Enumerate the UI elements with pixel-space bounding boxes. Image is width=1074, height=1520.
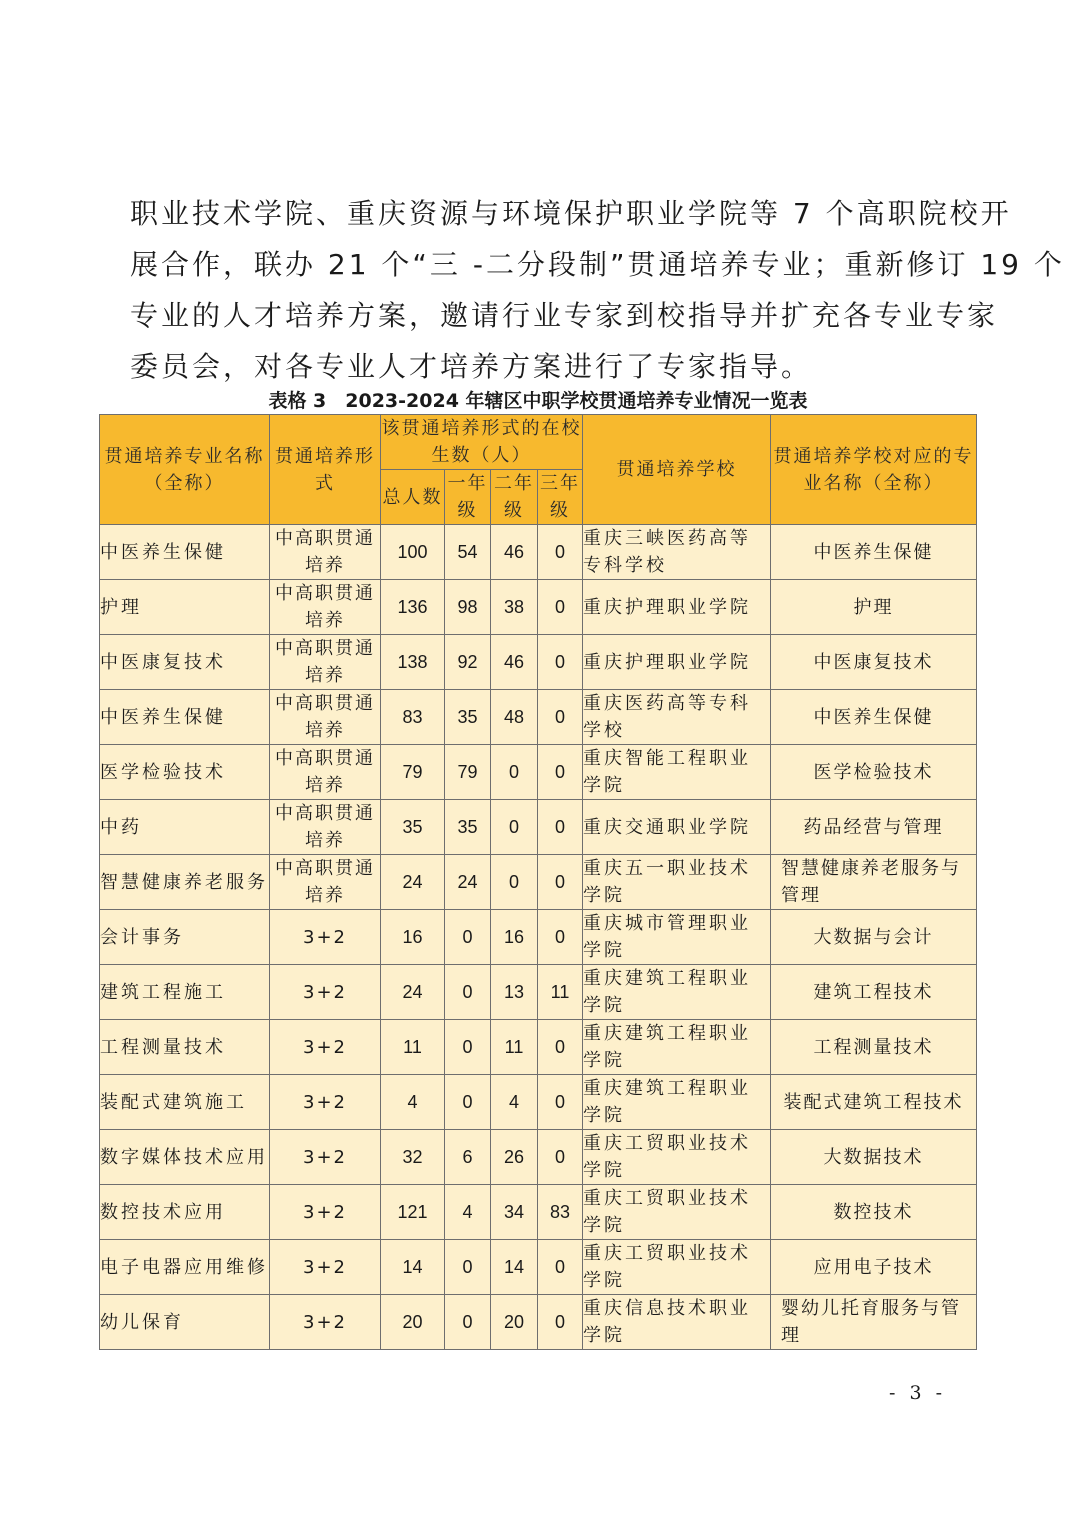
- grade3-cell: 11: [538, 965, 583, 1020]
- grade2-cell: 0: [491, 855, 538, 910]
- target-major-cell: 大数据与会计: [771, 910, 977, 965]
- total-cell: 35: [381, 800, 445, 855]
- grade1-cell: 0: [445, 965, 491, 1020]
- grade2-cell: 13: [491, 965, 538, 1020]
- form-cell: 中高职贯通培养: [270, 745, 381, 800]
- school-cell: 重庆城市管理职业学院: [583, 910, 771, 965]
- grade2-cell: 38: [491, 580, 538, 635]
- grade3-cell: 0: [538, 1130, 583, 1185]
- header-form: 贯通培养形式: [270, 415, 381, 525]
- school-cell: 重庆护理职业学院: [583, 635, 771, 690]
- table-row: [100, 1295, 977, 1350]
- table-row: [100, 690, 977, 745]
- target-major-cell: 数控技术: [771, 1185, 977, 1240]
- grade2-cell: 0: [491, 800, 538, 855]
- target-major-cell: 智慧健康养老服务与管理: [771, 855, 977, 910]
- major-cell: 装配式建筑施工: [100, 1075, 270, 1130]
- paragraph-line: 专业的人才培养方案，邀请行业专家到校指导并扩充各专业专家: [130, 299, 999, 332]
- total-cell: 16: [381, 910, 445, 965]
- total-cell: 11: [381, 1020, 445, 1075]
- form-cell: 3+2: [270, 1185, 381, 1240]
- header-grade3: 三年级: [538, 470, 583, 525]
- form-cell: 中高职贯通培养: [270, 580, 381, 635]
- target-major-cell: 医学检验技术: [771, 745, 977, 800]
- form-cell: 3+2: [270, 1295, 381, 1350]
- school-cell: 重庆交通职业学院: [583, 800, 771, 855]
- table-body: [100, 525, 977, 1350]
- grade3-cell: 0: [538, 1295, 583, 1350]
- target-major-cell: 药品经营与管理: [771, 800, 977, 855]
- total-cell: 83: [381, 690, 445, 745]
- target-major-cell: 大数据技术: [771, 1130, 977, 1185]
- header-grade1: 一年级: [445, 470, 491, 525]
- grade3-cell: 0: [538, 800, 583, 855]
- total-cell: 138: [381, 635, 445, 690]
- grade2-cell: 11: [491, 1020, 538, 1075]
- grade2-cell: 0: [491, 745, 538, 800]
- major-cell: 数控技术应用: [100, 1185, 270, 1240]
- table-caption: 表格 3 2023-2024 年辖区中职学校贯通培养专业情况一览表: [268, 390, 808, 412]
- grade1-cell: 35: [445, 800, 491, 855]
- table-row: [100, 1185, 977, 1240]
- school-cell: 重庆工贸职业技术学院: [583, 1240, 771, 1295]
- table-row: [100, 1130, 977, 1185]
- major-cell: 数字媒体技术应用: [100, 1130, 270, 1185]
- table-row: [100, 525, 977, 580]
- grade2-cell: 4: [491, 1075, 538, 1130]
- grade1-cell: 24: [445, 855, 491, 910]
- header-students: 该贯通培养形式的在校生数（人）: [381, 415, 583, 470]
- major-cell: 护理: [100, 580, 270, 635]
- form-cell: 3+2: [270, 1075, 381, 1130]
- total-cell: 20: [381, 1295, 445, 1350]
- form-cell: 中高职贯通培养: [270, 800, 381, 855]
- table-row: [100, 965, 977, 1020]
- school-cell: 重庆工贸职业技术学院: [583, 1185, 771, 1240]
- major-cell: 医学检验技术: [100, 745, 270, 800]
- school-cell: 重庆工贸职业技术学院: [583, 1130, 771, 1185]
- table-row: [100, 910, 977, 965]
- grade3-cell: 0: [538, 1075, 583, 1130]
- grade3-cell: 0: [538, 1240, 583, 1295]
- form-cell: 3+2: [270, 1020, 381, 1075]
- paragraph-line: 职业技术学院、重庆资源与环境保护职业学院等 7 个高职院校开: [130, 197, 1012, 230]
- grade1-cell: 35: [445, 690, 491, 745]
- header-major: 贯通培养专业名称（全称）: [100, 415, 270, 525]
- total-cell: 14: [381, 1240, 445, 1295]
- major-cell: 电子电器应用维修: [100, 1240, 270, 1295]
- body-paragraph: [130, 188, 1065, 392]
- form-cell: 中高职贯通培养: [270, 525, 381, 580]
- grade3-cell: 0: [538, 635, 583, 690]
- school-cell: 重庆五一职业技术学院: [583, 855, 771, 910]
- major-cell: 会计事务: [100, 910, 270, 965]
- grade3-cell: 0: [538, 1020, 583, 1075]
- major-cell: 智慧健康养老服务: [100, 855, 270, 910]
- total-cell: 79: [381, 745, 445, 800]
- grade3-cell: 0: [538, 525, 583, 580]
- paragraph-line: 展合作，联办 21 个“三 -二分段制”贯通培养专业；重新修订 19 个: [130, 248, 1065, 281]
- form-cell: 3+2: [270, 965, 381, 1020]
- major-cell: 中医养生保健: [100, 525, 270, 580]
- form-cell: 3+2: [270, 1130, 381, 1185]
- table-row: [100, 580, 977, 635]
- target-major-cell: 护理: [771, 580, 977, 635]
- target-major-cell: 中医养生保健: [771, 525, 977, 580]
- program-table: [99, 414, 977, 1350]
- grade1-cell: 0: [445, 910, 491, 965]
- school-cell: 重庆医药高等专科学校: [583, 690, 771, 745]
- total-cell: 136: [381, 580, 445, 635]
- grade1-cell: 98: [445, 580, 491, 635]
- grade3-cell: 0: [538, 580, 583, 635]
- grade2-cell: 46: [491, 525, 538, 580]
- table-row: [100, 855, 977, 910]
- form-cell: 中高职贯通培养: [270, 855, 381, 910]
- grade2-cell: 16: [491, 910, 538, 965]
- school-cell: 重庆建筑工程职业学院: [583, 1075, 771, 1130]
- grade3-cell: 0: [538, 745, 583, 800]
- table-row: [100, 1240, 977, 1295]
- grade2-cell: 26: [491, 1130, 538, 1185]
- total-cell: 4: [381, 1075, 445, 1130]
- major-cell: 中药: [100, 800, 270, 855]
- grade1-cell: 0: [445, 1075, 491, 1130]
- table-row: [100, 635, 977, 690]
- form-cell: 中高职贯通培养: [270, 635, 381, 690]
- grade2-cell: 48: [491, 690, 538, 745]
- target-major-cell: 中医养生保健: [771, 690, 977, 745]
- school-cell: 重庆建筑工程职业学院: [583, 965, 771, 1020]
- school-cell: 重庆三峡医药高等专科学校: [583, 525, 771, 580]
- grade2-cell: 46: [491, 635, 538, 690]
- target-major-cell: 工程测量技术: [771, 1020, 977, 1075]
- form-cell: 3+2: [270, 910, 381, 965]
- header-grade2: 二年级: [491, 470, 538, 525]
- grade3-cell: 0: [538, 910, 583, 965]
- major-cell: 工程测量技术: [100, 1020, 270, 1075]
- table-row: [100, 745, 977, 800]
- major-cell: 中医康复技术: [100, 635, 270, 690]
- total-cell: 100: [381, 525, 445, 580]
- major-cell: 幼儿保育: [100, 1295, 270, 1350]
- total-cell: 24: [381, 965, 445, 1020]
- header-school: 贯通培养学校: [583, 415, 771, 525]
- major-cell: 中医养生保健: [100, 690, 270, 745]
- table-row: [100, 800, 977, 855]
- paragraph-line: 委员会，对各专业人才培养方案进行了专家指导。: [130, 350, 813, 383]
- grade1-cell: 4: [445, 1185, 491, 1240]
- target-major-cell: 建筑工程技术: [771, 965, 977, 1020]
- grade1-cell: 79: [445, 745, 491, 800]
- major-cell: 建筑工程施工: [100, 965, 270, 1020]
- school-cell: 重庆智能工程职业学院: [583, 745, 771, 800]
- header-total: 总人数: [381, 470, 445, 525]
- grade1-cell: 0: [445, 1240, 491, 1295]
- school-cell: 重庆护理职业学院: [583, 580, 771, 635]
- total-cell: 121: [381, 1185, 445, 1240]
- school-cell: 重庆建筑工程职业学院: [583, 1020, 771, 1075]
- total-cell: 24: [381, 855, 445, 910]
- school-cell: 重庆信息技术职业学院: [583, 1295, 771, 1350]
- grade1-cell: 54: [445, 525, 491, 580]
- form-cell: 3+2: [270, 1240, 381, 1295]
- grade3-cell: 0: [538, 855, 583, 910]
- target-major-cell: 婴幼儿托育服务与管理: [771, 1295, 977, 1350]
- grade3-cell: 83: [538, 1185, 583, 1240]
- page-number: - 3 -: [888, 1382, 946, 1404]
- grade1-cell: 0: [445, 1295, 491, 1350]
- grade3-cell: 0: [538, 690, 583, 745]
- grade1-cell: 6: [445, 1130, 491, 1185]
- grade2-cell: 20: [491, 1295, 538, 1350]
- form-cell: 中高职贯通培养: [270, 690, 381, 745]
- grade1-cell: 0: [445, 1020, 491, 1075]
- grade2-cell: 14: [491, 1240, 538, 1295]
- grade2-cell: 34: [491, 1185, 538, 1240]
- total-cell: 32: [381, 1130, 445, 1185]
- target-major-cell: 应用电子技术: [771, 1240, 977, 1295]
- table-row: [100, 1075, 977, 1130]
- target-major-cell: 中医康复技术: [771, 635, 977, 690]
- grade1-cell: 92: [445, 635, 491, 690]
- target-major-cell: 装配式建筑工程技术: [771, 1075, 977, 1130]
- table-row: [100, 1020, 977, 1075]
- header-target-major: 贯通培养学校对应的专业名称（全称）: [771, 415, 977, 525]
